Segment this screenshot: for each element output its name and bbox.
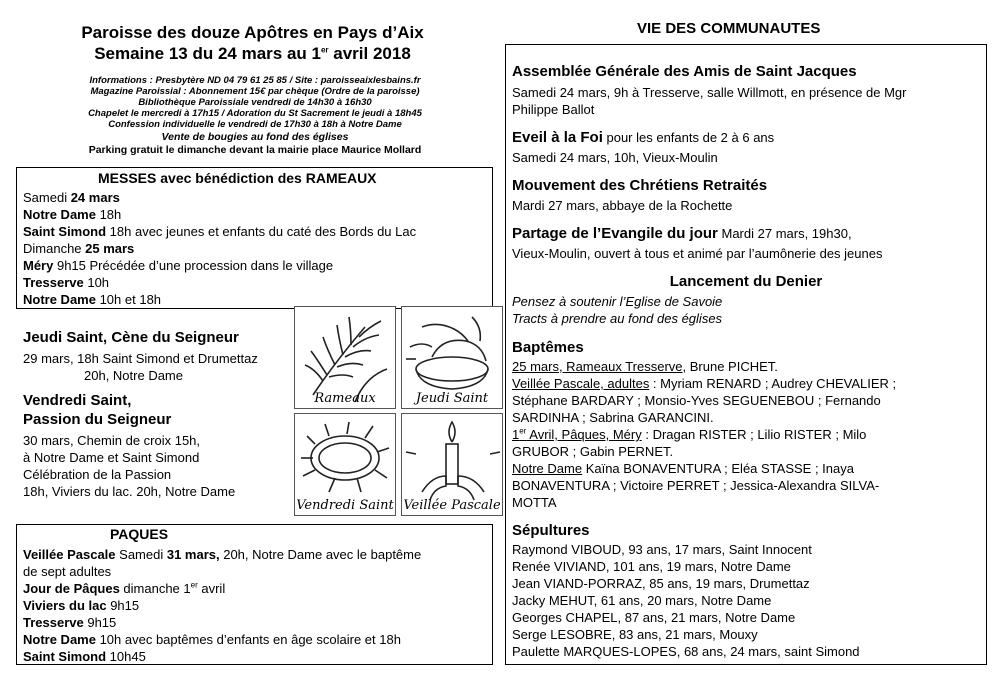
info-line: Informations : Presbytère ND 04 79 61 25 85 / Site : paroisseaixlesbains.fr: [89, 75, 421, 86]
vendredi-line: Célébration de la Passion: [23, 467, 172, 482]
label: Tresserve: [23, 615, 84, 630]
info-line: Parking gratuit le dimanche devant la mairie place Maurice Mollard: [88, 144, 422, 156]
label: Méry: [23, 258, 54, 273]
label: Saint Simond: [23, 649, 107, 664]
sepultures-title: Sépultures: [512, 522, 590, 539]
mcr-title: Mouvement des Chrétiens Retraités: [512, 177, 768, 194]
info-line: Chapelet le mercredi à 17h15 / Adoration du St Sacrement le jeudi à 18h45: [88, 108, 422, 119]
messes-samedi: [23, 189, 120, 206]
text: Avril, Pâques, Méry: [526, 427, 642, 442]
vendredi-line: 30 mars, Chemin de croix 15h,: [23, 433, 201, 448]
text: 20h, Notre Dame avec le baptême: [219, 547, 422, 562]
messes-saint-simond: [23, 223, 416, 240]
agsj-title: Assemblée Générale des Amis de Saint Jacques: [512, 63, 857, 80]
text: 9h15: [83, 615, 117, 630]
eveil-line: Samedi 24 mars, 10h, Vieux-Moulin: [512, 150, 718, 165]
text: : Dragan RISTER ; Lilio RISTER ; Milo: [641, 427, 867, 442]
label: Notre Dame: [23, 292, 96, 307]
baptemes-title: Baptêmes: [512, 339, 584, 356]
sepulture-item: Paulette MARQUES-LOPES, 68 ans, 24 mars, saint Simond: [512, 644, 860, 659]
date: 31 mars,: [166, 547, 220, 562]
vendredi-label: Vendredi Saint: [296, 498, 394, 513]
jeudi-illustration: [401, 306, 503, 409]
bapteme-line: [512, 375, 896, 392]
eveil-heading: [512, 129, 774, 146]
text: 18h: [95, 207, 122, 222]
denier-line: Pensez à soutenir l’Eglise de Savoie: [512, 294, 723, 309]
paques-veillee: [23, 546, 421, 563]
label: Viviers du lac: [23, 598, 107, 613]
jeudi-line: 29 mars, 18h Saint Simond et Drumettaz: [23, 351, 258, 366]
partage-title: Partage de l’Evangile du jour: [512, 225, 718, 242]
sup: er: [519, 426, 527, 436]
text: Kaïna BONAVENTURA ; Eléa STASSE ; Inaya: [582, 461, 854, 476]
week-suffix: avril 2018: [328, 44, 411, 63]
label: Saint Simond: [23, 224, 107, 239]
date: 24 mars: [70, 190, 120, 205]
bapteme-place: Veillée Pascale, adultes: [512, 376, 650, 391]
bapteme-line: Stéphane BARDARY ; Monsio-Yves SEGUENEBOU ; Fernando: [512, 393, 881, 408]
info-line: Magazine Paroissial : Abonnement 15€ par chèque (Ordre de la paroisse): [90, 86, 420, 97]
text: 1: [512, 427, 520, 442]
text: 9h15 Précédée d’une procession dans le village: [53, 258, 334, 273]
sepulture-item: Jean VIAND-PORRAZ, 85 ans, 19 mars, Drumettaz: [512, 576, 810, 591]
paques-jour: [23, 580, 225, 597]
jeudi-label: Jeudi Saint: [415, 391, 489, 406]
text: Mardi 27 mars, 19h30,: [717, 226, 852, 241]
sup: er: [190, 580, 198, 590]
vendredi-title: Vendredi Saint,: [23, 392, 132, 409]
rameaux-illustration: [294, 306, 396, 409]
date: 25 mars: [85, 241, 135, 256]
text: Samedi: [115, 547, 167, 562]
vendredi-line: à Notre Dame et Saint Simond: [23, 450, 200, 465]
text: Samedi: [23, 190, 71, 205]
bapteme-line: [512, 358, 778, 375]
vie-heading: VIE DES COMMUNAUTES: [637, 20, 821, 37]
bapteme-place: [512, 427, 642, 442]
eveil-title: Eveil à la Foi: [512, 129, 603, 146]
bapteme-line: SARDINHA ; Sabrina GARANCINI.: [512, 410, 714, 425]
bapteme-line: GRUBOR ; Gabin PERNET.: [512, 444, 674, 459]
label: Notre Dame: [23, 207, 96, 222]
text: 18h avec jeunes et enfants du caté des Bords du Lac: [106, 224, 417, 239]
messes-notre-dame-2: [23, 291, 161, 308]
label: Veillée Pascale: [23, 547, 116, 562]
veillee-illustration: [401, 413, 503, 516]
text: 9h15: [106, 598, 140, 613]
label: Jour de Pâques: [23, 581, 120, 596]
week-subtitle: [0, 43, 505, 64]
text: dimanche 1: [119, 581, 191, 596]
info-line: Confession individuelle le vendredi de 17h30 à 18h à Notre Dame: [108, 119, 402, 130]
vendredi-line: 18h, Viviers du lac. 20h, Notre Dame: [23, 484, 236, 499]
bapteme-line: MOTTA: [512, 495, 557, 510]
sepulture-item: Georges CHAPEL, 87 ans, 21 mars, Notre Dame: [512, 610, 796, 625]
paques-title: PAQUES: [110, 526, 169, 542]
text: 10h et 18h: [95, 292, 162, 307]
jeudi-line: 20h, Notre Dame: [84, 368, 183, 383]
bapteme-line: BONAVENTURA ; Victoire PERRET ; Jessica-Alexandra SILVA-: [512, 478, 880, 493]
text: , Brune PICHET.: [682, 359, 778, 374]
bapteme-place: 25 mars, Rameaux Tresserve: [512, 359, 683, 374]
text: Dimanche: [23, 241, 86, 256]
vendredi-illustration: [294, 413, 396, 516]
text: 10h: [83, 275, 110, 290]
messes-dimanche: [23, 240, 134, 257]
sepulture-item: Jacky MEHUT, 61 ans, 20 mars, Notre Dame: [512, 593, 772, 608]
info-line: Vente de bougies au fond des églises: [161, 131, 349, 143]
vendredi-title: Passion du Seigneur: [23, 411, 172, 428]
paques-viviers: [23, 597, 139, 614]
denier-line: Tracts à prendre au fond des églises: [512, 311, 723, 326]
jeudi-title: Jeudi Saint, Cène du Seigneur: [23, 329, 239, 346]
messes-tresserve: [23, 274, 109, 291]
veillee-label: Veillée Pascale: [403, 498, 501, 513]
messes-title: MESSES avec bénédiction des RAMEAUX: [98, 170, 377, 186]
week-sup: er: [320, 45, 329, 55]
bapteme-line: [512, 426, 866, 443]
messes-notre-dame: [23, 206, 121, 223]
sepulture-item: Renée VIVIAND, 101 ans, 19 mars, Notre Dame: [512, 559, 791, 574]
bapteme-line: [512, 460, 854, 477]
paques-saint-simond: [23, 648, 146, 665]
text: : Myriam RENARD ; Audrey CHEVALIER ;: [649, 376, 897, 391]
text: 10h45: [106, 649, 146, 664]
partage-heading: [512, 225, 852, 242]
partage-line: Vieux-Moulin, ouvert à tous et animé par l’aumônerie des jeunes: [512, 246, 883, 261]
paques-notre-dame: [23, 631, 401, 648]
sepulture-item: Serge LESOBRE, 83 ans, 21 mars, Mouxy: [512, 627, 758, 642]
messes-mery: [23, 257, 333, 274]
sepulture-item: Raymond VIBOUD, 93 ans, 17 mars, Saint Innocent: [512, 542, 812, 557]
text: 10h avec baptêmes d’enfants en âge scolaire et 18h: [95, 632, 401, 647]
week-prefix: Semaine 13 du 24 mars au 1: [94, 44, 321, 63]
agsj-line: Philippe Ballot: [512, 102, 595, 117]
paques-veillee-2: de sept adultes: [23, 564, 112, 579]
bapteme-place: Notre Dame: [512, 461, 583, 476]
agsj-line: Samedi 24 mars, 9h à Tresserve, salle Willmott, en présence de Mgr: [512, 85, 907, 100]
info-line: Bibliothèque Paroissiale vendredi de 14h30 à 16h30: [138, 97, 372, 108]
label: Tresserve: [23, 275, 84, 290]
rameaux-label: Rameaux: [314, 391, 376, 406]
denier-title: Lancement du Denier: [669, 273, 823, 290]
text: pour les enfants de 2 à 6 ans: [602, 130, 775, 145]
mcr-line: Mardi 27 mars, abbaye de la Rochette: [512, 198, 733, 213]
label: Notre Dame: [23, 632, 96, 647]
paques-tresserve: [23, 614, 116, 631]
page-title: Paroisse des douze Apôtres en Pays d’Aix: [81, 23, 424, 42]
text: avril: [197, 581, 226, 596]
